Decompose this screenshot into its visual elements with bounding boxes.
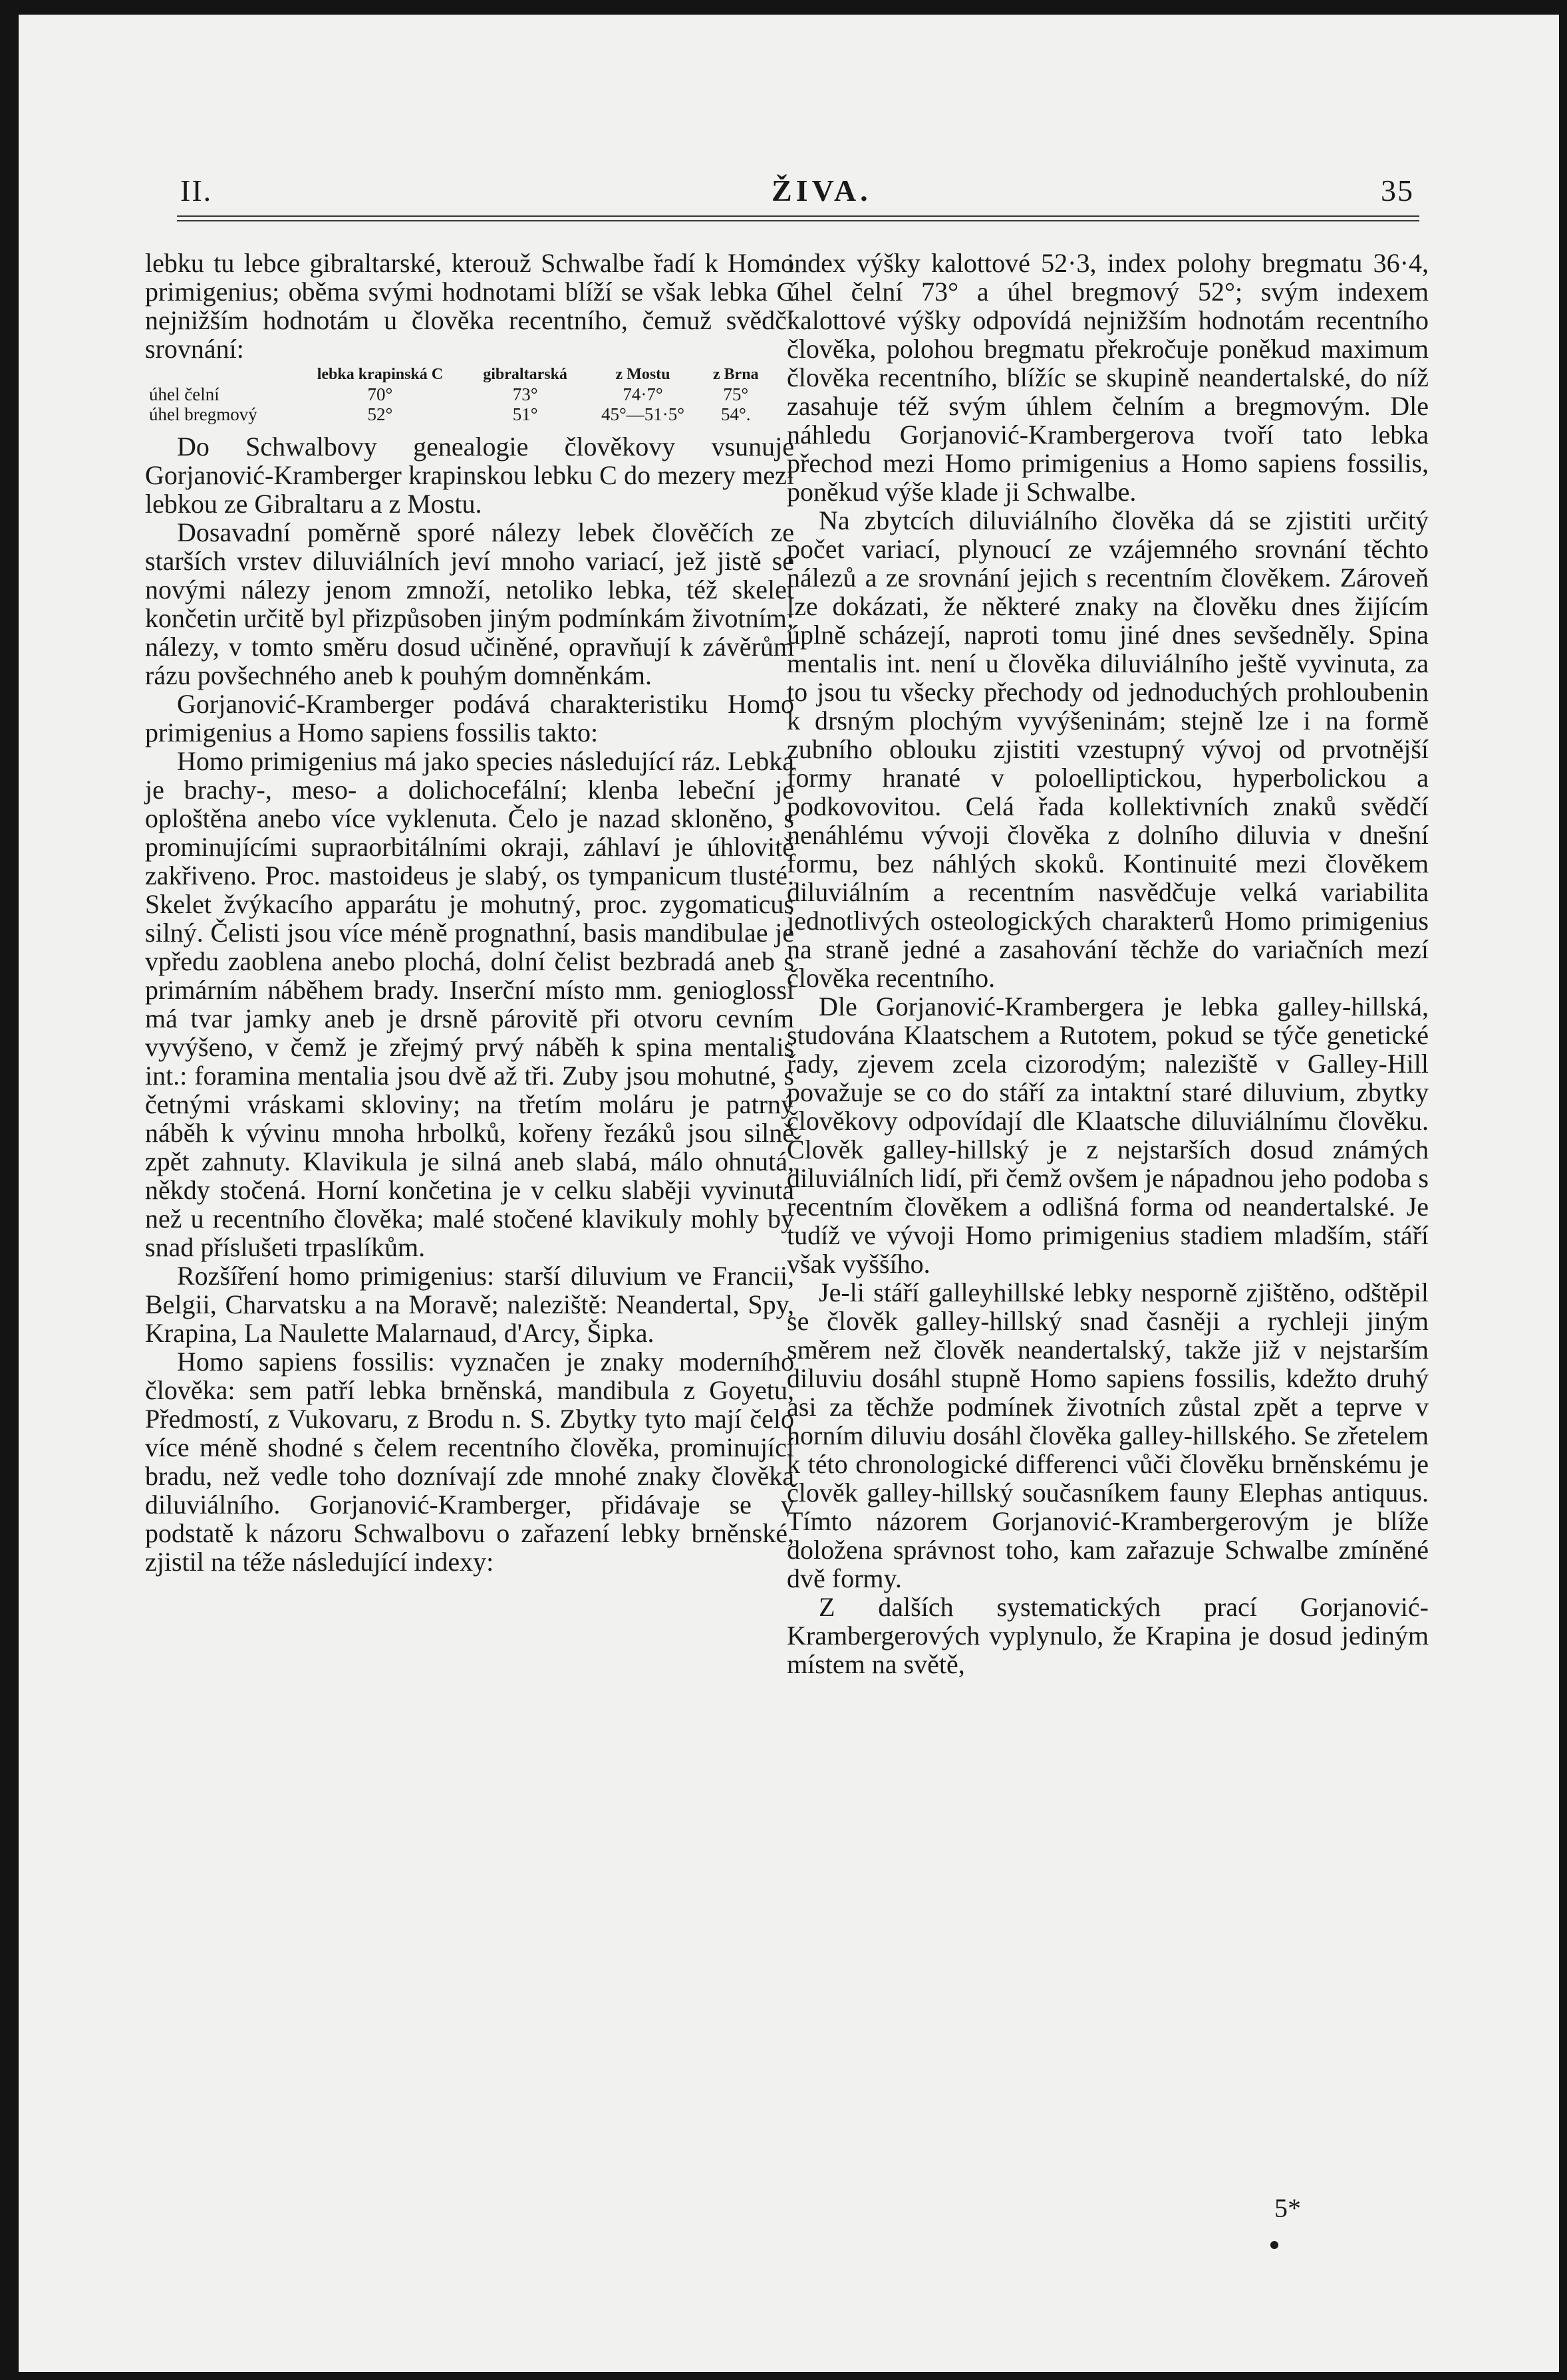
measurement-table [145,364,770,424]
table-header-cell [145,364,294,384]
table-cell: 45°—51·5° [601,404,685,424]
table-cell: 54°. [720,404,751,424]
table-cell: 74·7° [623,384,663,404]
page [19,15,1559,2372]
table-cell: 75° [723,384,749,404]
table-header-cell: z Mostu [615,366,670,383]
table-row [145,404,770,424]
paragraph: Z dalších systematických prací Gorjanović-Krambergerových vyplynulo, že Krapina je dosud jediným místem na světě, [787,1592,1429,1679]
paragraph: Dle Gorjanović-Krambergera je lebka galley-hillská, studována Klaatschem a Rutotem, pokud se týče genetické řady, zjevem zcela cizorodým; naleziště v Galley-Hill považuje se co do stáří za intaktní staré diluvium, zbytky člověkovy odpovídají dle Klaatsche diluviálnímu člověku. Člověk galley-hillský je z nejstarších dosud známých diluviálních lidí, při čemž ovšem je nápadnou jeho podoba s recentním člověkem a odlišná forma od neandertalské. Je tudíž ve vývoji Homo primigenius stadiem mladším, stáří však vyššího. [787,992,1429,1279]
table-cell: úhel bregmový [149,404,257,424]
paragraph: index výšky kalottové 52·3, index polohy bregmatu 36·4, úhel čelní 73° a úhel bregmový 52°; svým indexem kalottové výšky odpovídá nejnižším hodnotám recentního člověka, polohou bregmatu překročuje poněkud maximum člověka recentního, blížíc se skupině neandertalské, do níž zasahuje též svým úhlem čelním a bregmovým. Dle náhledu Gorjanović-Krambergerova tvoří tato lebka přechod mezi Homo primigenius a Homo sapiens fossilis, poněkud výše klade ji Schwalbe. [787,248,1429,507]
section-number: II. [180,174,213,207]
table-row [145,384,770,404]
header-rule [177,215,1419,217]
right-column [787,249,1429,1678]
paragraph: Rozšíření homo primigenius: starší diluvium ve Francii, Belgii, Charvatsku a na Moravě; naleziště: Neandertal, Spy, Krapina, La Naulette Malarnaud, d'Arcy, Šipka. [145,1261,794,1348]
paragraph: Homo sapiens fossilis: vyznačen je znaky moderního člověka: sem patří lebka brněnská, mandibula z Goyetu, Předmostí, z Vukovaru, z Brodu n. S. Zbytky tyto mají čelo více méně shodné s čelem recentního člověka, prominující bradu, než vedle toho doznívají zde mnohé znaky člověka diluviálního. Gorjanović-Kramberger, přidávaje se v podstatě k názoru Schwalbovu o zařazení lebky brněnské, zjistil na téže následující indexy: [145,1347,794,1577]
paragraph: Na zbytcích diluviálního člověka dá se zjistiti určitý počet variací, plynoucí ze vzájemného srovnání těchto nálezů a ze srovnání jejich s recentním člověkem. Zároveň lze dokázati, že některé znaky na člověku dnes žijícím úplně scházejí, naproti tomu jiné dnes sevšedněly. Spina mentalis int. není u člověka diluviálního ještě vyvinuta, za to jsou tu všecky přechody od jednoduchých prohloubenin k drsným plochým vyvýšeninám; stejně lze i na formě zubního oblouku zjistiti vzestupný vývoj od prvotnější formy hranaté v poloelliptickou, hyperbolickou a podkovovitou. Celá řada kollektivních znaků svědčí nenáhlému vývoji člověka z dolního diluvia v dnešní formu, bez náhlých skoků. Kontinuité mezi člověkem diluviálním a recentním nasvědčuje velká variabilita jednotlivých osteologických charakterů Homo primigenius na straně jedné a zasahování těchže do variačních mezí člověka recentního. [787,505,1429,993]
table-header-cell: lebka krapinská C [317,366,444,383]
table-cell: 73° [512,384,538,404]
paragraph: Do Schwalbovy genealogie člověkovy vsunuje Gorjanović-Kramberger krapinskou lebku C do mezery mezi lebkou ze Gibraltaru a z Mostu. [145,432,794,519]
paragraph: lebku tu lebce gibraltarské, kterouž Schwalbe řadí k Homo primigenius; oběma svými hodnotami blíží se však lebka C nejnižším hodnotám u člověka recentního, čemuž svědčí srovnání: [145,248,794,364]
journal-title: ŽIVA. [772,174,872,207]
table-cell: úhel čelní [149,384,219,404]
paragraph: Gorjanović-Kramberger podává charakteristiku Homo primigenius a Homo sapiens fossilis takto: [145,689,794,747]
paragraph: Je-li stáří galleyhillské lebky nesporně zjištěno, odštěpil se člověk galley-hillský snad časněji a rychleji jiným směrem než člověk neandertalský, takže již v nejstarším diluviu dosáhl stupně Homo sapiens fossilis, kdežto druhý asi za těchže podmínek životních zůstal zpět a teprve v horním diluviu dosáhl člověka galley-hillského. Se zřetelem k této chronologické differenci vůči člověku brněnskému je člověk galley-hillský současníkem fauny Elephas antiquus. Tímto názorem Gorjanović-Krambergerovým je blíže doložena správnost toho, kam zařazuje Schwalbe zmíněné dvě formy. [787,1277,1429,1593]
print-mark [1270,2241,1278,2249]
paragraph: Homo primigenius má jako species následující ráz. Lebka je brachy-, meso- a dolichocefální; klenba lebeční je oploštěna anebo více vyklenuta. Čelo je nazad skloněno, s prominujícími supraorbitálními okraji, záhlaví je úhlovitě zakřiveno. Proc. mastoideus je slabý, os tympanicum tlusté. Skelet žvýkacího apparátu je mohutný, proc. zygomaticus silný. Čelisti jsou více méně prognathní, basis mandibulae je vpředu zaoblena anebo plochá, dolní čelist bezbradá aneb s primárním náběhem brady. Inserční místo mm. genioglossi má tvar jamky aneb je drsně párovitě při otvoru cevním vyvýšeno, v čemž je zřejmý prvý náběh k spina mentalis int.: foramina mentalia jsou dvě až tři. Zuby jsou mohutné, s četnými vráskami skloviny; na třetím moláru je patrný náběh k vývinu mnoha hrbolků, kořeny řezáků jsou silně zpět zahnuty. Klavikula je silná aneb slabá, málo ohnutá, někdy stočená. Horní končetina je v celku slaběji vyvinuta než u recentního člověka; malé stočené klavikuly mohly by snad příslušeti trpaslíkům. [145,746,794,1262]
table-cell: 70° [367,384,393,404]
table-cell: 51° [512,404,538,424]
left-column [145,249,794,1576]
page-number: 35 [1381,174,1414,207]
paragraph: Dosavadní poměrně sporé nálezy lebek člověčích ze starších vrstev diluviálních jeví mnoho variací, jež jistě se novými nálezy jenom zmnoží, netoliko lebka, též skelet končetin určitě byl přizpůsoben jiným podmínkám životním; nálezy, v tomto směru dosud učiněné, opravňují k závěrům rázu povšechného aneb k pouhým domněnkám. [145,517,794,690]
table-header-row [145,364,770,384]
printer-signature: 5* [1274,2193,1301,2223]
table-cell: 52° [367,404,393,424]
header-rule-second [177,220,1419,221]
table-header-cell: z Brna [712,366,759,383]
table-header-cell: gibraltarská [483,366,567,383]
